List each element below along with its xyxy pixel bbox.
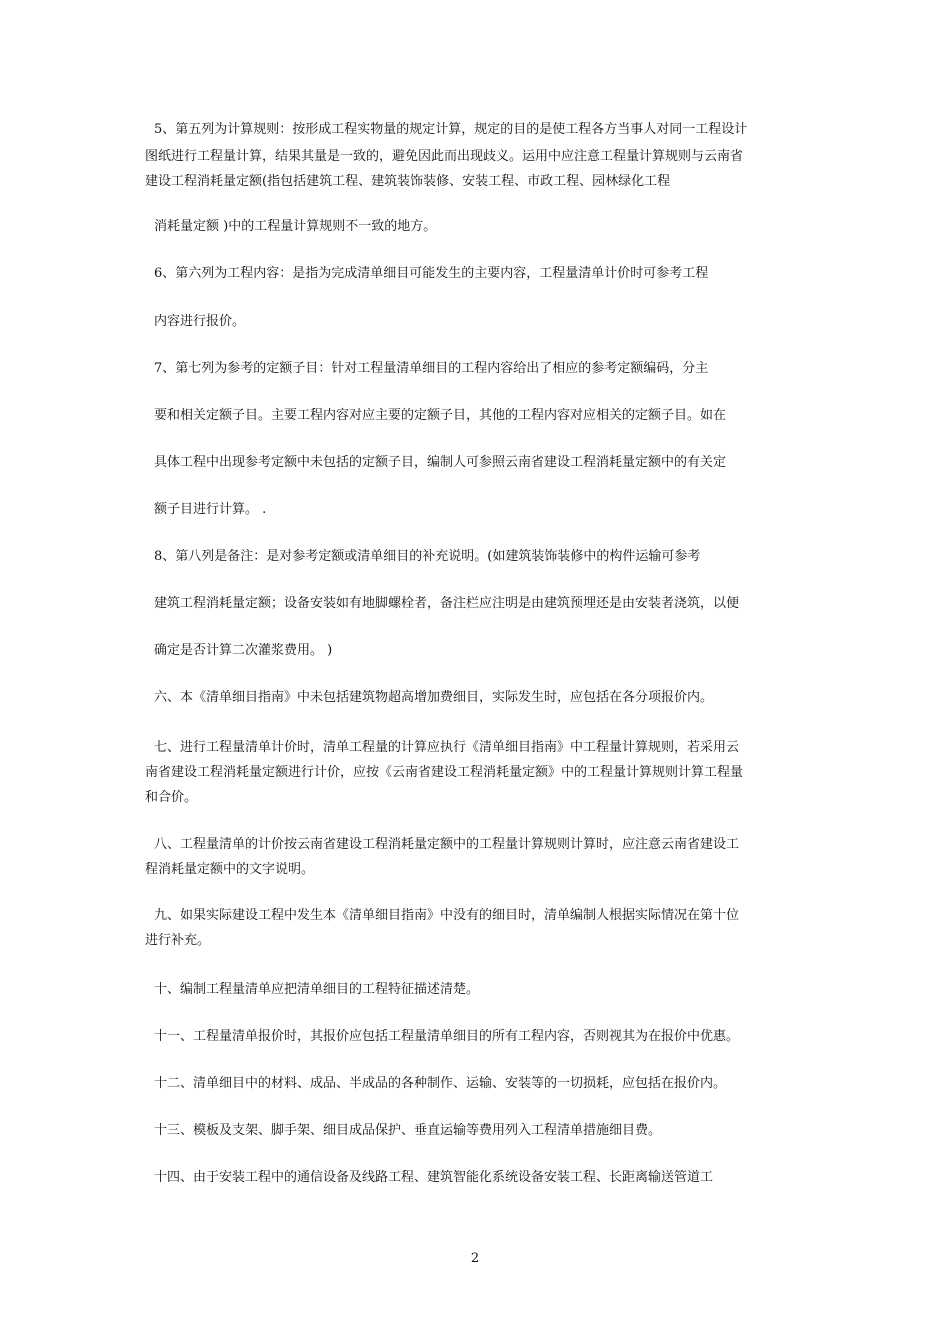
text-line: 建设工程消耗量定额(指包括建筑工程、建筑装饰装修、安装工程、市政工程、园林绿化工程 [145,174,671,189]
text-line: 十一、工程量清单报价时，其报价应包括工程量清单细目的所有工程内容，否则视其为在报价中优惠。 [154,1029,740,1044]
text-line: 消耗量定额 )中的工程量计算规则不一致的地方。 [154,219,437,234]
text-line: 6、第六列为工程内容：是指为完成清单细目可能发生的主要内容，工程量清单计价时可参考工程 [154,266,709,281]
page-number: 2 [470,1251,480,1266]
text-line: 六、本《清单细目指南》中未包括建筑物超高增加费细目，实际发生时，应包括在各分项报价内。 [154,690,714,705]
text-line: 内容进行报价。 [154,314,246,329]
text-line: 七、进行工程量清单计价时，清单工程量的计算应执行《清单细目指南》中工程量计算规则，若采用云 [154,740,740,755]
text-line: 确定是否计算二次灌浆费用。 ) [154,643,333,658]
text-line: 建筑工程消耗量定额；设备安装如有地脚螺栓者，备注栏应注明是由建筑预埋还是由安装者浇筑，以便 [154,596,740,611]
text-line: 5、第五列为计算规则：按形成工程实物量的规定计算，规定的目的是使工程各方当事人对同一工程设计 [154,122,748,137]
text-line: 7、第七列为参考的定额子目：针对工程量清单细目的工程内容给出了相应的参考定额编码，分主 [154,361,709,376]
text-line: 图纸进行工程量计算，结果其量是一致的，避免因此而出现歧义。运用中应注意工程量计算规则与云南省 [145,149,744,164]
text-line: 九、如果实际建设工程中发生本《清单细目指南》中没有的细目时，清单编制人根据实际情况在第十位 [154,908,740,923]
text-line: 十四、由于安装工程中的通信设备及线路工程、建筑智能化系统设备安装工程、长距离输送管道工 [154,1170,714,1185]
text-line: 十三、模板及支架、脚手架、细目成品保护、垂直运输等费用列入工程清单措施细目费。 [154,1123,662,1138]
text-line: 十二、清单细目中的材料、成品、半成品的各种制作、运输、安装等的一切损耗，应包括在报价内。 [154,1076,727,1091]
text-line: 8、第八列是备注：是对参考定额或清单细目的补充说明。(如建筑装饰装修中的构件运输可参考 [154,549,701,564]
text-line: 进行补充。 [145,933,211,948]
text-line: 要和相关定额子目。主要工程内容对应主要的定额子目，其他的工程内容对应相关的定额子目。如在 [154,408,727,423]
text-line: 额子目进行计算。 . [154,502,267,517]
text-line: 八、工程量清单的计价按云南省建设工程消耗量定额中的工程量计算规则计算时，应注意云南省建设工 [154,837,740,852]
text-line: 程消耗量定额中的文字说明。 [145,862,315,877]
text-line: 南省建设工程消耗量定额进行计价，应按《云南省建设工程消耗量定额》中的工程量计算规则计算工程量 [145,765,744,780]
text-line: 和合价。 [145,790,198,805]
text-line: 十、编制工程量清单应把清单细目的工程特征描述清楚。 [154,982,480,997]
text-line: 具体工程中出现参考定额中未包括的定额子目，编制人可参照云南省建设工程消耗量定额中的有关定 [154,455,727,470]
